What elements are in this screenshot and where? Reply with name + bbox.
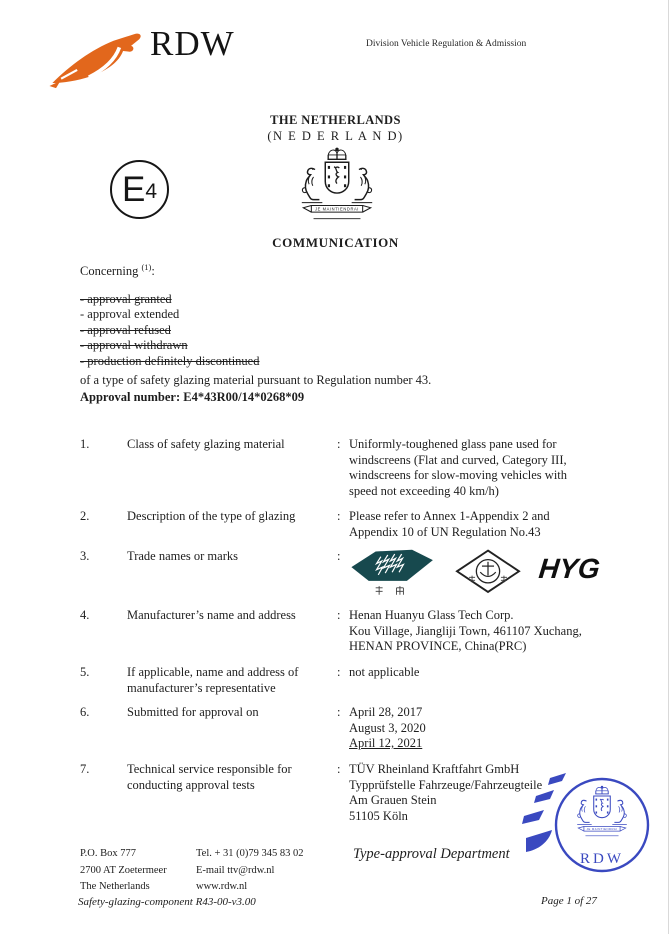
row-value: April 28, 2017 August 3, 2020 April 12, 2021 xyxy=(349,705,426,750)
rdw-wing-logo-icon xyxy=(48,30,150,88)
row-label: Submitted for approval on xyxy=(127,705,259,719)
row-number: 4. xyxy=(80,608,90,622)
row-3 xyxy=(80,549,612,600)
option-approval-refused: - approval refused xyxy=(80,322,171,337)
row-label: conducting approval tests xyxy=(127,777,255,792)
colon: : xyxy=(337,437,341,451)
row-number: 3. xyxy=(80,549,90,563)
country-subtitle: (N E D E R L A N D) xyxy=(267,129,404,143)
row-1 xyxy=(80,437,612,499)
footer-address: P.O. Box 777 2700 AT Zoetermeer The Netherlands xyxy=(80,848,167,892)
row-4 xyxy=(80,608,612,655)
colon: : xyxy=(337,665,341,679)
row-number: 6. xyxy=(80,705,90,719)
diamond-seal-mark-icon xyxy=(448,548,528,598)
row-number: 5. xyxy=(80,665,90,679)
concerning-section xyxy=(80,260,431,389)
concerning-label: Concerning $^{(1)}$: xyxy=(80,262,155,279)
division-title: Division Vehicle Regulation & Admission xyxy=(366,39,527,49)
row-2 xyxy=(80,509,612,540)
coat-of-arms-icon xyxy=(293,146,381,224)
row-label: manufacturer’s representative xyxy=(127,680,276,695)
row-value: not applicable xyxy=(349,665,420,679)
page-indicator: Page 1 of 27 xyxy=(541,895,597,907)
approval-number: Approval number: E4*43R00/14*0268*09 xyxy=(80,390,305,404)
colon: : xyxy=(337,608,341,622)
row-label: Manufacturer’s name and address xyxy=(127,608,296,622)
option-approval-granted: - approval granted xyxy=(80,291,172,306)
row-label: If applicable, name and address of xyxy=(127,665,299,679)
colon: : xyxy=(337,762,341,776)
row-number: 7. xyxy=(80,762,90,776)
row-label: Description of the type of glazing xyxy=(127,509,296,523)
option-approval-extended: - approval extended xyxy=(80,307,180,322)
row-label: Technical service responsible for xyxy=(127,762,292,776)
option-production-discontinued: - production definitely discontinued xyxy=(80,353,260,368)
hyg-wordmark: HYG xyxy=(537,553,602,584)
country-title: THE NETHERLANDS xyxy=(270,113,401,127)
row-value: Please refer to Annex 1-Appendix 2 and Appendix 10 of UN Regulation No.43 xyxy=(349,509,550,539)
row-number: 1. xyxy=(80,437,90,451)
option-approval-withdrawn: - approval withdrawn xyxy=(80,338,188,353)
document-reference: Safety-glazing-component R43-00-v3.00 xyxy=(78,896,256,908)
row-6 xyxy=(80,705,612,752)
rdw-logotype: RDW xyxy=(150,24,235,63)
row-label: Trade names or marks xyxy=(127,549,238,563)
e-mark-letter: E xyxy=(121,170,146,209)
row-value: TÜV Rheinland Kraftfahrt GmbH Typprüfstelle Fahrzeuge/Fahrzeugteile Am Grauen Stein 51105 Köln xyxy=(349,762,543,823)
hexagon-wave-mark-icon xyxy=(349,548,437,600)
doc-title: COMMUNICATION xyxy=(272,235,399,250)
row-label: Class of safety glazing material xyxy=(127,437,285,451)
e4-approval-mark-icon xyxy=(110,160,169,219)
footer-contact: Tel. + 31 (0)79 345 83 02 E-mail ttv@rdw.nl www.rdw.nl xyxy=(196,848,304,892)
concerning-options xyxy=(80,292,431,370)
concerning-subject: of a type of safety glazing material pursuant to Regulation number 43. xyxy=(80,373,432,388)
trade-marks xyxy=(349,549,612,600)
colon: : xyxy=(337,549,341,563)
e-mark-number: 4 xyxy=(145,179,158,203)
colon: : xyxy=(337,509,341,523)
department-title: Type-approval Department xyxy=(353,846,510,862)
rdw-stamp-icon xyxy=(512,762,667,894)
row-value: Uniformly-toughened glass pane used for windscreens (Flat and curved, Category III, windscreens for slow-moving vehicles with speed not exceeding 40 km/h) xyxy=(349,437,568,498)
row-5 xyxy=(80,665,612,696)
row-number: 2. xyxy=(80,509,90,523)
row-value: Henan Huanyu Glass Tech Corp. Kou Village, Jiangliji Town, 461107 Xuchang, HENAN PROVINCE, China(PRC) xyxy=(349,608,582,653)
footnote-ref: (1) xyxy=(141,262,152,272)
svg-text:RDW: RDW xyxy=(580,851,624,867)
colon: : xyxy=(337,705,341,719)
chinese-character-marks xyxy=(376,586,404,595)
